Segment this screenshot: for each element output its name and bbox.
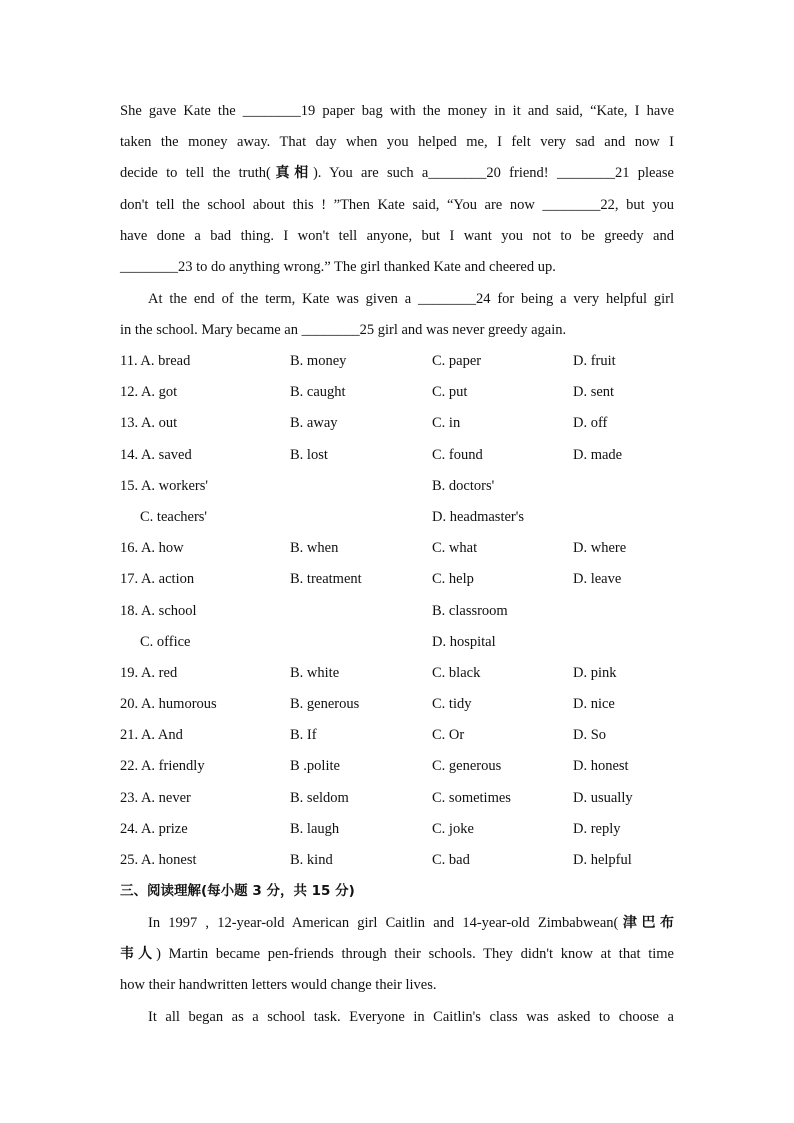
question-row — [120, 533, 680, 564]
options-list — [120, 346, 680, 876]
option-c: C. found — [432, 446, 483, 463]
section-title: 三、阅读理解(每小题 3 分，共 15 分) — [120, 883, 355, 899]
question-row — [120, 596, 680, 627]
question-number: 11. — [120, 353, 138, 369]
text-line: ________23 to do anything wrong.” The girl thanked Kate and cheered up. — [120, 258, 556, 275]
option-a-text: A. saved — [140, 446, 192, 463]
option-b: B. classroom — [432, 602, 508, 619]
option-a — [120, 533, 184, 564]
text-segment: In 1997 , 12-year-old American girl Caitlin and 14-year-old Zimbabwean( — [148, 915, 619, 931]
text-line: in the school. Mary became an ________25 girl and was never greedy again. — [120, 322, 567, 339]
option-a-text: A. bread — [140, 353, 191, 369]
question-row — [120, 658, 680, 689]
option-d: D. leave — [573, 571, 622, 588]
question-row — [120, 720, 680, 751]
text-line — [120, 158, 674, 189]
option-b: B. kind — [290, 852, 333, 868]
option-a — [120, 471, 208, 502]
option-d: D. pink — [573, 664, 617, 681]
option-a — [120, 377, 177, 408]
option-c: C. what — [432, 540, 478, 557]
passage-reading-text — [120, 908, 674, 1033]
option-c: C. help — [432, 571, 474, 588]
text-line: don't tell the school about this ! ”Then Kate said, “You are now ________22, but you — [120, 196, 674, 213]
option-d: D. headmaster's — [432, 508, 524, 525]
option-b: B. doctors' — [432, 477, 495, 494]
question-row — [120, 377, 680, 408]
question-number: 16. — [120, 540, 139, 557]
option-b: B. lost — [290, 446, 328, 463]
question-number: 15. — [120, 477, 139, 494]
option-a-text: A. workers' — [140, 477, 208, 494]
text-line — [120, 908, 674, 939]
question-number: 24. — [120, 820, 139, 837]
option-a — [120, 845, 197, 876]
option-a-text: A. school — [140, 602, 197, 619]
option-d: D. hospital — [432, 633, 496, 650]
cjk-gloss: 韦人 — [120, 946, 157, 963]
question-number: 25. — [120, 852, 139, 868]
option-c: C. Or — [432, 727, 465, 744]
question-row-continued — [120, 627, 680, 658]
passage-cloze-ending — [120, 284, 674, 346]
text-line: have done a bad thing. I won't tell anyone, but I want you not to be greedy and — [120, 227, 674, 244]
question-row — [120, 440, 680, 471]
text-segment: ) Martin became pen-friends through their schools. They didn't know at that time — [156, 946, 674, 963]
option-a — [120, 720, 183, 751]
option-c: C. joke — [432, 820, 474, 837]
option-a — [120, 346, 190, 377]
option-c: C. sometimes — [432, 789, 511, 806]
question-row — [120, 346, 680, 377]
question-number: 23. — [120, 789, 139, 806]
question-row — [120, 689, 680, 720]
text-segment: decide to tell the truth( — [120, 165, 271, 182]
question-row — [120, 408, 680, 439]
option-a — [120, 658, 177, 689]
option-a — [120, 564, 194, 595]
option-c: C. in — [432, 415, 461, 432]
question-number: 19. — [120, 664, 139, 681]
option-d: D. reply — [573, 820, 621, 837]
option-c: C. bad — [432, 852, 470, 868]
option-c: C. office — [140, 633, 191, 650]
option-b: B .polite — [290, 758, 340, 775]
option-a-text: A. never — [140, 789, 191, 806]
option-c: C. put — [432, 384, 468, 401]
option-d: D. honest — [573, 758, 629, 775]
option-a-text: A. prize — [140, 820, 188, 837]
cjk-gloss: 真相 — [270, 165, 313, 182]
option-d: D. off — [573, 415, 608, 432]
option-b: B. laugh — [290, 820, 340, 837]
cjk-gloss: 津巴布 — [618, 915, 674, 931]
option-a-text: A. honest — [140, 852, 197, 868]
option-a — [120, 408, 177, 439]
question-row — [120, 783, 680, 814]
option-a — [120, 814, 188, 845]
text-line: She gave Kate the ________19 paper bag with the money in it and said, “Kate, I have — [120, 103, 674, 119]
question-number: 21. — [120, 727, 139, 744]
passage-cloze-text — [120, 96, 674, 283]
question-row — [120, 845, 680, 876]
option-c: C. paper — [432, 353, 482, 369]
option-a — [120, 689, 217, 720]
text-line: It all began as a school task. Everyone in Caitlin's class was asked to choose a — [148, 1008, 674, 1025]
option-b: B. generous — [290, 696, 360, 713]
question-number: 13. — [120, 415, 139, 432]
text-line: At the end of the term, Kate was given a ________24 for being a very helpful girl — [148, 291, 674, 307]
option-c: C. black — [432, 664, 481, 681]
option-a-text: A. And — [140, 727, 183, 744]
option-d: D. made — [573, 446, 623, 463]
option-d: D. helpful — [573, 852, 632, 868]
option-a-text: A. red — [140, 664, 178, 681]
question-number: 17. — [120, 571, 139, 588]
option-d: D. where — [573, 540, 627, 557]
option-b: B. away — [290, 415, 338, 432]
option-d: D. sent — [573, 384, 615, 401]
option-a-text: A. out — [140, 415, 178, 432]
option-b: B. when — [290, 540, 339, 557]
option-a — [120, 596, 197, 627]
option-d: D. So — [573, 727, 607, 744]
option-b: B. seldom — [290, 789, 349, 806]
option-c: C. teachers' — [140, 508, 208, 525]
option-a — [120, 783, 191, 814]
question-row — [120, 814, 680, 845]
option-c: C. generous — [432, 758, 502, 775]
question-row — [120, 471, 680, 502]
option-d: D. usually — [573, 789, 633, 806]
option-a-text: A. friendly — [140, 758, 205, 775]
question-number: 18. — [120, 602, 139, 619]
question-row-continued — [120, 502, 680, 533]
section-heading — [120, 876, 355, 907]
option-a-text: A. how — [140, 540, 184, 557]
option-b: B. money — [290, 353, 347, 369]
option-a — [120, 440, 192, 471]
question-row — [120, 564, 680, 595]
option-b: B. If — [290, 727, 317, 744]
option-b: B. white — [290, 664, 340, 681]
text-line: how their handwritten letters would change their lives. — [120, 977, 437, 994]
text-segment: ). You are such a________20 friend! ________21 please — [312, 165, 674, 182]
option-b: B. caught — [290, 384, 346, 401]
option-a-text: A. got — [140, 384, 178, 401]
question-number: 20. — [120, 696, 139, 713]
question-row — [120, 751, 680, 782]
text-line: taken the money away. That day when you helped me, I felt very sad and now I — [120, 134, 674, 151]
text-line — [120, 939, 674, 970]
option-d: D. nice — [573, 696, 615, 713]
question-number: 14. — [120, 446, 139, 463]
option-b: B. treatment — [290, 571, 362, 588]
option-d: D. fruit — [573, 353, 616, 369]
option-a-text: A. humorous — [140, 696, 217, 713]
option-a — [120, 751, 205, 782]
option-a-text: A. action — [140, 571, 195, 588]
question-number: 22. — [120, 758, 139, 775]
option-c: C. tidy — [432, 696, 472, 713]
question-number: 12. — [120, 384, 139, 401]
